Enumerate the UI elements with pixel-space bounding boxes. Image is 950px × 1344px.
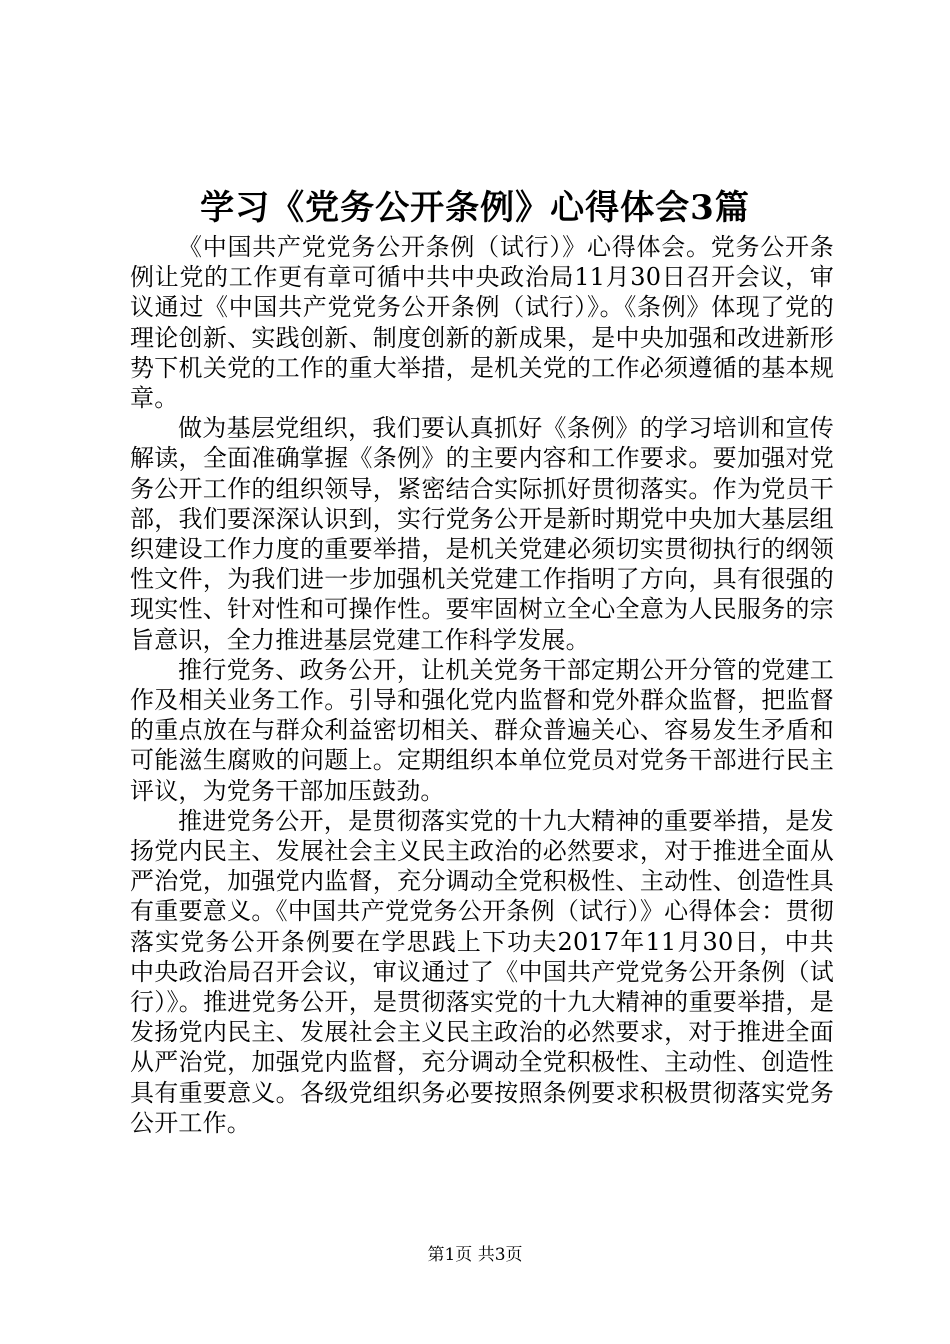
paragraph-2: 做为基层党组织，我们要认真抓好《条例》的学习培训和宣传解读，全面准确掌握《条例》的主要内容和工作要求。要加强对党务公开工作的组织领导，紧密结合实际抓好贯彻落实。作为党员干部，我们要深深认识到，实行党务公开是新时期党中央加大基层组织建设工作力度的重要举措，是机关党建必须切实贯彻执行的纲领性文件，为我们进一步加强机关党建工作指明了方向，具有很强的现实性、针对性和可操作性。要牢固树立全心全意为人民服务的宗旨意识，全力推进基层党建工作科学发展。 [130, 414, 834, 654]
paragraph-3: 推行党务、政务公开，让机关党务干部定期公开分管的党建工作及相关业务工作。引导和强化党内监督和党外群众监督，把监督的重点放在与群众利益密切相关、群众普遍关心、容易发生矛盾和可能滋生腐败的问题上。定期组织本单位党员对党务干部进行民主评议，为党务干部加压鼓劲。 [130, 655, 834, 805]
page-footer: 第1页 共3页 [427, 1245, 523, 1265]
paragraph-1: 《中国共产党党务公开条例（试行）》心得体会。党务公开条例让党的工作更有章可循中共中央政治局11月30日召开会议，审议通过《中国共产党党务公开条例（试行）》。《条例》体现了党的理论创新、实践创新、制度创新的新成果，是中央加强和改进新形势下机关党的工作的重大举措，是机关党的工作必须遵循的基本规章。 [130, 233, 834, 413]
document-body [130, 232, 834, 1138]
document-title: 学习《党务公开条例》心得体会3篇 [200, 188, 750, 228]
paragraph-4: 推进党务公开，是贯彻落实党的十九大精神的重要举措，是发扬党内民主、发展社会主义民主政治的必然要求，对于推进全面从严治党，加强党内监督，充分调动全党积极性、主动性、创造性具有重要意义。《中国共产党党务公开条例（试行）》心得体会：贯彻落实党务公开条例要在学思践上下功夫2017年11月30日，中共中央政治局召开会议，审议通过了《中国共产党党务公开条例（试行）》。推进党务公开，是贯彻落实党的十九大精神的重要举措，是发扬党内民主、发展社会主义民主政治的必然要求，对于推进全面从严治党，加强党内监督，充分调动全党积极性、主动性、创造性具有重要意义。各级党组织务必要按照条例要求积极贯彻落实党务公开工作。 [130, 806, 834, 1137]
